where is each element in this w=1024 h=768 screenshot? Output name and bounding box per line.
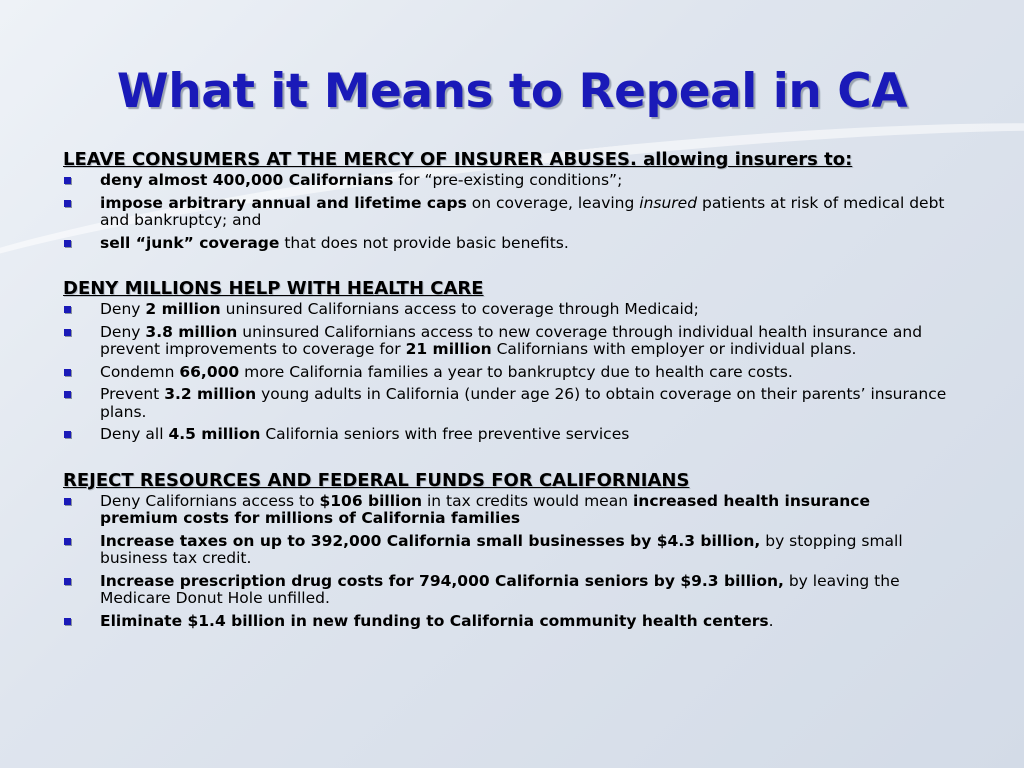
bullet-text-run: $106 billion xyxy=(319,491,423,510)
bullet-text-run: uninsured Californians access to new coverage through individual health insurance and prevent improvements to coverage for xyxy=(100,322,923,358)
bullet-text-run: in tax credits would mean xyxy=(422,491,633,510)
square-bullet-icon xyxy=(64,431,71,438)
bullet-text-run: Deny all xyxy=(100,425,169,443)
bullet-text-run: insured xyxy=(639,193,698,212)
square-bullet-icon xyxy=(64,200,71,207)
bullet-item xyxy=(63,533,948,568)
square-bullet-icon xyxy=(64,306,71,313)
bullet-item xyxy=(63,613,948,631)
bullet-item xyxy=(63,235,948,253)
square-bullet-icon xyxy=(64,369,71,376)
bullet-text-run: Deny Californians access to xyxy=(100,491,320,510)
bullet-text-run: that does not provide basic benefits. xyxy=(279,233,569,252)
bullet-item xyxy=(63,172,948,190)
section-spacer xyxy=(63,449,948,471)
bullet-item xyxy=(63,573,948,608)
square-bullet-icon xyxy=(64,538,71,545)
section-heading: REJECT RESOURCES AND FEDERAL FUNDS FOR CALIFORNIANS xyxy=(63,469,690,491)
slide-title: What it Means to Repeal in CA xyxy=(116,64,908,119)
bullet-text-run: Deny xyxy=(100,300,146,318)
bullet-item xyxy=(63,301,948,319)
section-spacer xyxy=(63,257,948,279)
bullet-item xyxy=(63,195,948,230)
bullet-text-run: 3.8 million xyxy=(145,322,238,341)
bullet-text-run: sell “junk” coverage xyxy=(100,233,280,252)
square-bullet-icon xyxy=(64,391,71,398)
bullet-text-run: 66,000 xyxy=(179,362,240,381)
bullet-item xyxy=(63,386,948,421)
bullet-list xyxy=(63,301,948,444)
square-bullet-icon xyxy=(64,177,71,184)
bullet-text-run: Eliminate $1.4 billion in new funding to California community health centers xyxy=(100,611,769,630)
square-bullet-icon xyxy=(64,329,71,336)
bullet-text-run: Californians with employer or individual plans. xyxy=(491,340,857,358)
bullet-text-run: for “pre-existing conditions”; xyxy=(393,171,623,189)
square-bullet-icon xyxy=(64,240,71,247)
bullet-text-run: 21 million xyxy=(405,340,492,358)
bullet-text-run: on coverage, leaving xyxy=(466,193,640,212)
bullet-text-run: uninsured Californians access to coverage through Medicaid; xyxy=(220,300,699,318)
slide-content xyxy=(63,150,948,635)
bullet-text-run: more California families a year to bankruptcy due to health care costs. xyxy=(239,362,793,381)
bullet-text-run: California seniors with free preventive services xyxy=(260,425,630,443)
bullet-text-run: by stopping small business tax credit. xyxy=(100,531,903,567)
bullet-text-run: Prevent xyxy=(100,385,165,403)
bullet-item xyxy=(63,426,948,444)
bullet-text-run: patients at risk of medical debt and bankruptcy; and xyxy=(100,193,945,229)
bullet-item xyxy=(63,324,948,359)
square-bullet-icon xyxy=(64,498,71,505)
bullet-list xyxy=(63,493,948,631)
bullet-text-run: 4.5 million xyxy=(168,425,261,443)
section-heading: LEAVE CONSUMERS AT THE MERCY OF INSURER ABUSES. allowing insurers to: xyxy=(63,149,853,170)
bullet-text-run: Increase prescription drug costs for 794,000 California seniors by $9.3 billion, xyxy=(100,571,784,590)
bullet-text-run: young adults in California (under age 26) to obtain coverage on their parents’ insurance plans. xyxy=(100,385,947,421)
bullet-text-run: by leaving the Medicare Donut Hole unfilled. xyxy=(100,571,900,607)
bullet-text-run: Condemn xyxy=(100,362,180,381)
bullet-text-run: Increase taxes on up to 392,000 California small businesses by $4.3 billion, xyxy=(100,531,761,550)
bullet-item xyxy=(63,364,948,382)
bullet-text-run: deny almost 400,000 Californians xyxy=(100,171,394,189)
bullet-text-run: . xyxy=(768,611,774,630)
square-bullet-icon xyxy=(64,578,71,585)
bullet-text-run: impose arbitrary annual and lifetime caps xyxy=(100,193,467,212)
bullet-text-run: Deny xyxy=(100,322,146,341)
square-bullet-icon xyxy=(64,618,71,625)
bullet-text-run: increased health insurance premium costs for millions of California families xyxy=(100,491,870,527)
section-heading: DENY MILLIONS HELP WITH HEALTH CARE xyxy=(63,278,484,299)
bullet-text-run: 2 million xyxy=(145,300,221,318)
bullet-item xyxy=(63,493,948,528)
bullet-text-run: 3.2 million xyxy=(164,385,257,403)
bullet-list xyxy=(63,172,948,252)
